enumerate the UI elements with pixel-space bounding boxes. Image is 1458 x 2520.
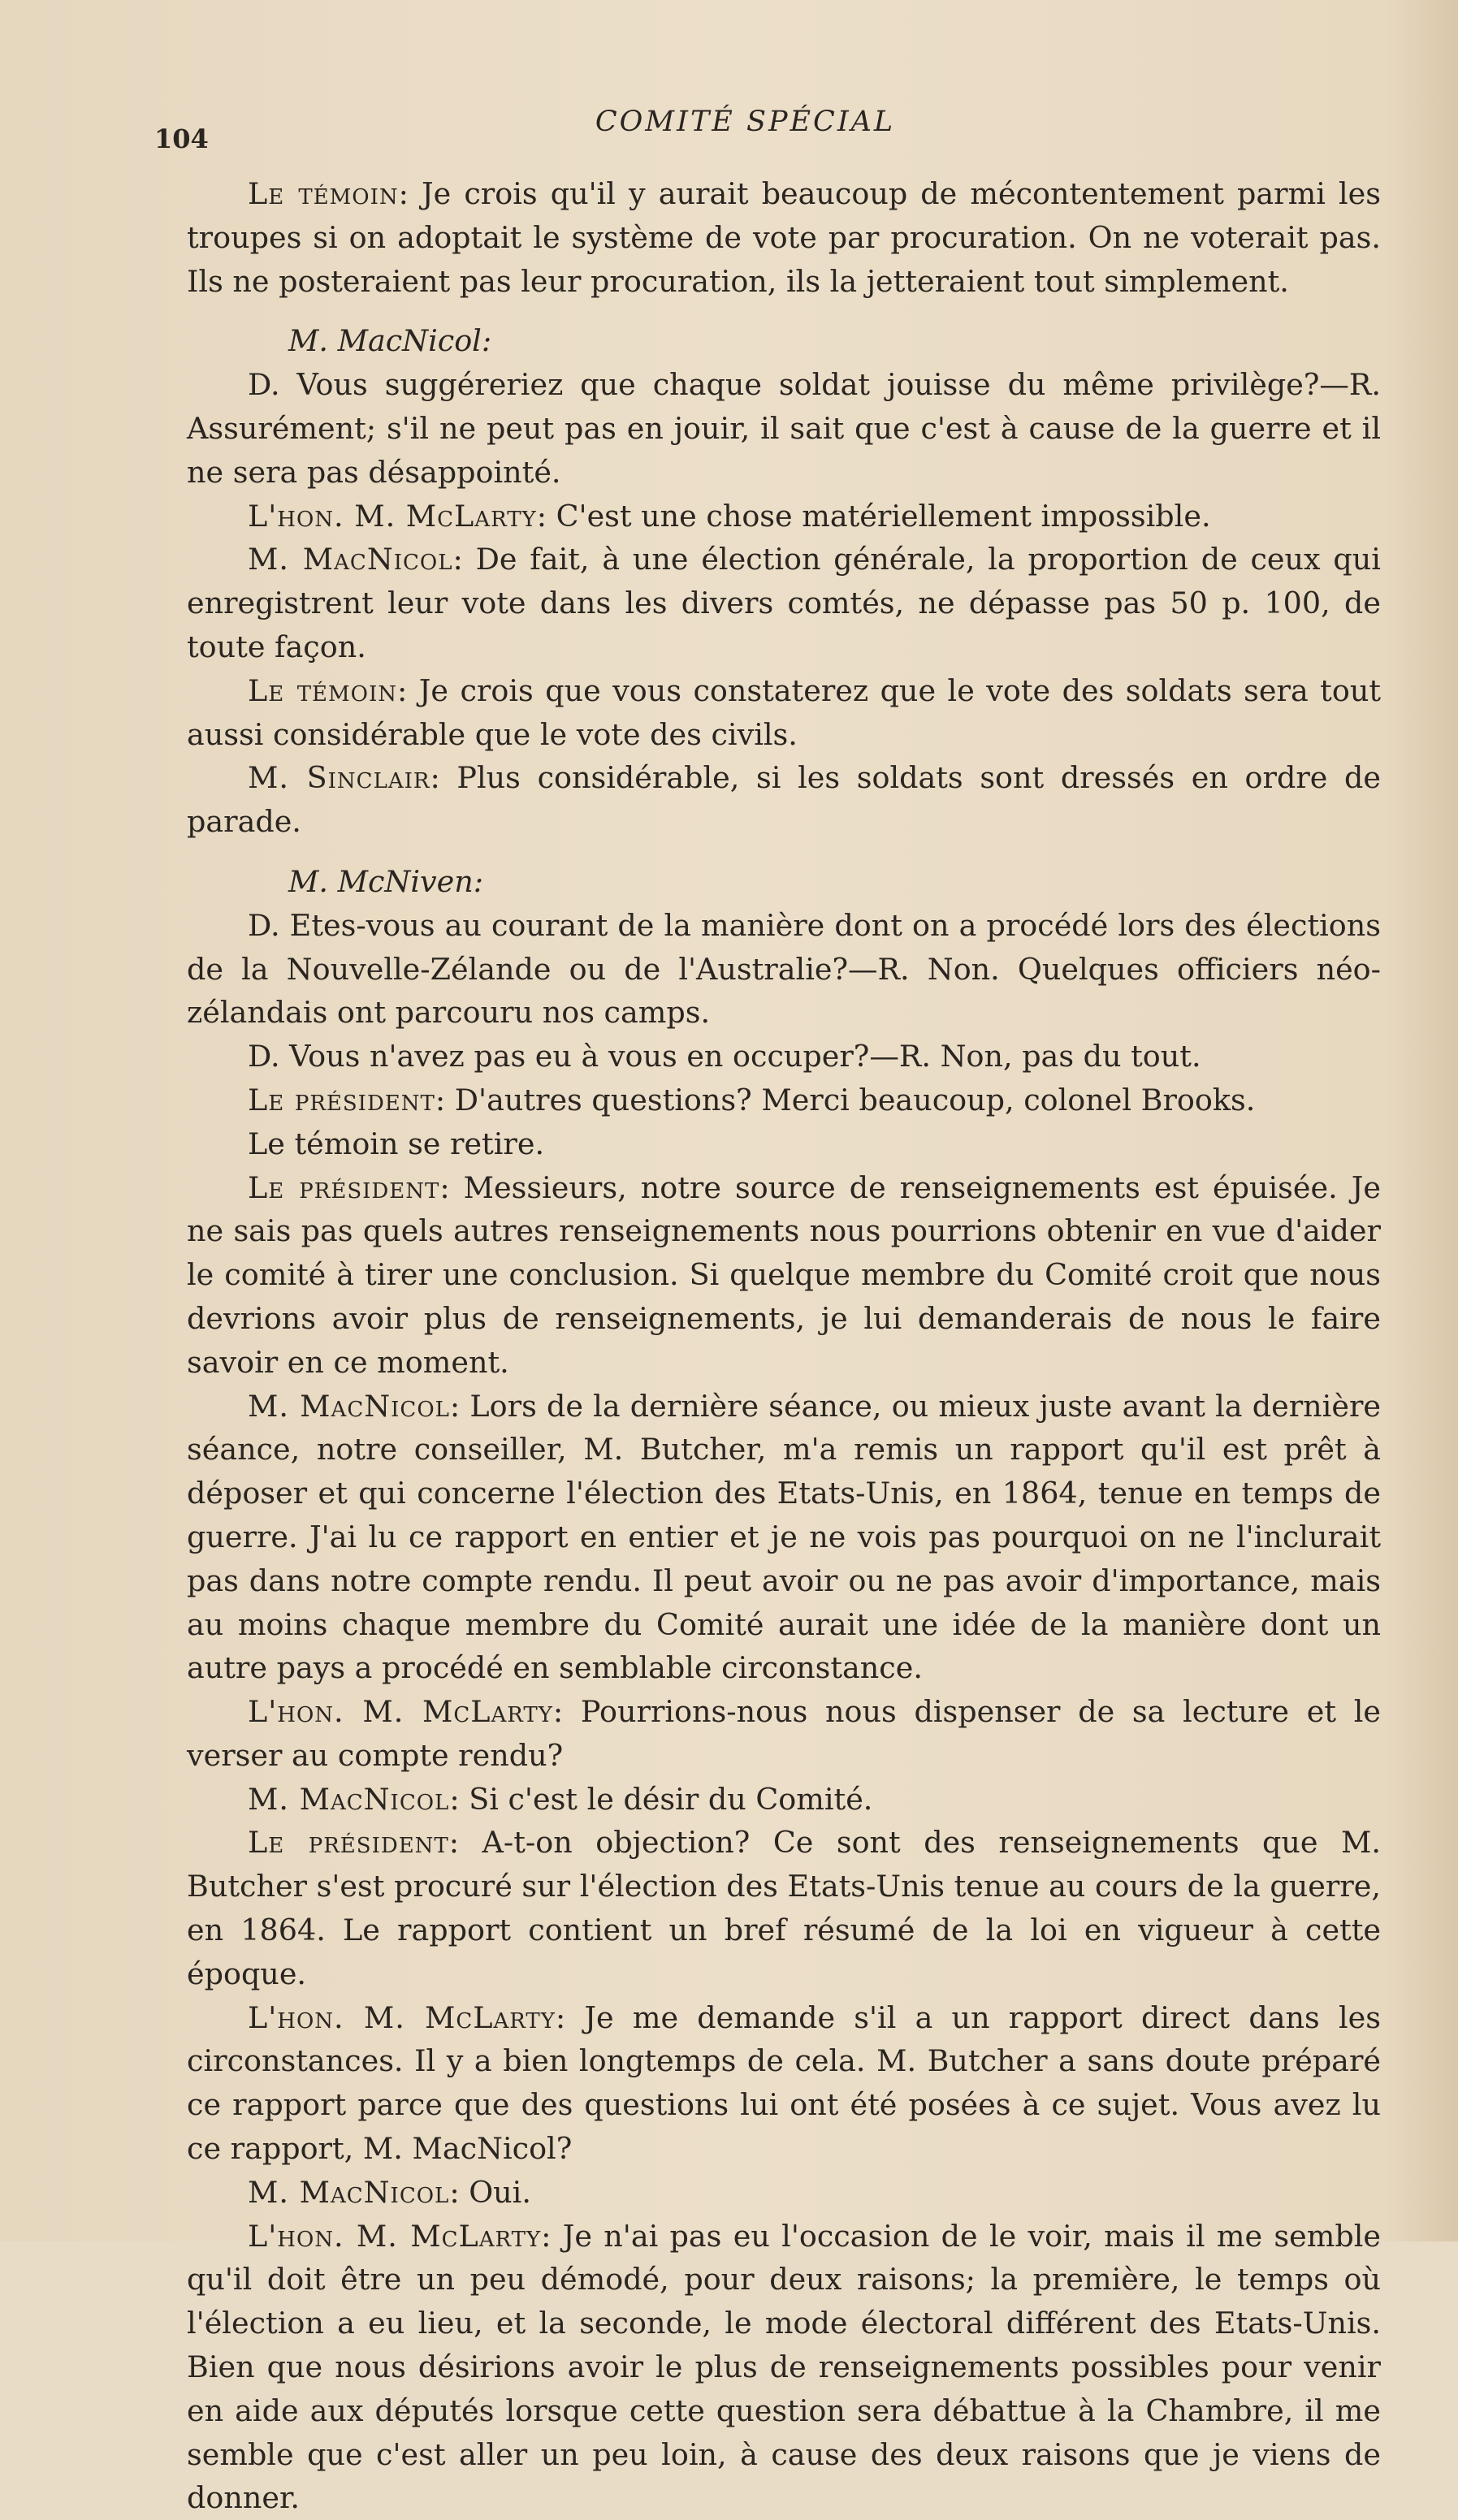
page-number: 104 <box>154 123 209 154</box>
questioner-heading: M. McNiven: <box>288 863 484 899</box>
paragraph: L'hon. M. McLarty: C'est une chose matériellement impossible. <box>248 498 1211 534</box>
page-header <box>154 106 1336 154</box>
speaker-name: Le président <box>248 1825 449 1861</box>
paragraph: Le président: A-t-on objection? Ce sont des renseignements que M. Butcher s'est procuré sur l'élection des Etats-Unis tenue au cours de la guerre, en 1864. Le rapport contient un bref résumé de la loi en vigueur à cette époque. <box>187 1825 1381 1991</box>
paragraph: D. Vous suggéreriez que chaque soldat jouisse du même privilège?—R. Assurément; s'il ne peut pas en jouir, il sait que c'est à cause de la guerre et il ne sera pas désappointé. <box>187 367 1381 490</box>
paragraph: D. Etes-vous au courant de la manière dont on a procédé lors des élections de la Nouvelle-Zélande ou de l'Australie?—R. Non. Quelques officiers néo-zélandais ont parcouru nos camps. <box>187 907 1381 1031</box>
paragraph: Le témoin: Je crois que vous constaterez que le vote des soldats sera tout aussi considérable que le vote des civils. <box>187 672 1381 752</box>
paragraph: L'hon. M. McLarty: Je n'ai pas eu l'occasion de le voir, mais il me semble qu'il doit être un peu démodé, pour deux raisons; la première, le temps où l'élection a eu lieu, et la seconde, le mode électoral différent des Etats-Unis. Bien que nous désirions avoir le plus de renseignements possibles pour venir en aide aux députés lorsque cette question sera débattue à la Chambre, il me semble que c'est aller un peu loin, à cause des deux raisons que je viens de donner. <box>187 2218 1381 2516</box>
paragraph: M. MacNicol: Si c'est le désir du Comité. <box>248 1781 873 1817</box>
paragraph: M. MacNicol: Oui. <box>248 2174 531 2210</box>
paragraph: M. MacNicol: De fait, à une élection générale, la proportion de ceux qui enregistrent leur vote dans les divers comtés, ne dépasse pas 50 p. 100, de toute façon. <box>187 542 1381 664</box>
paragraph: Le témoin se retire. <box>248 1126 545 1161</box>
speaker-name: L'hon. M. McLarty <box>248 2218 542 2254</box>
speaker-name: Le témoin <box>248 176 399 211</box>
body-text <box>187 172 1381 2520</box>
paragraph: Le président: Messieurs, notre source de renseignements est épuisée. Je ne sais pas quels autres renseignements nous pourrions obtenir en vue d'aider le comité à tirer une conclusion. Si quelque membre du Comité croit que nous devrions avoir plus de renseignements, je lui demanderais de nous le faire savoir en ce moment. <box>187 1169 1381 1380</box>
paragraph: M. MacNicol: Lors de la dernière séance, ou mieux juste avant la dernière séance, notre conseiller, M. Butcher, m'a remis un rapport qu'il est prêt à déposer et qui concerne l'élection des Etats-Unis, en 1864, tenue en temps de guerre. J'ai lu ce rapport en entier et je ne vois pas pourquoi on ne l'inclurait pas dans notre compte rendu. Il peut avoir ou ne pas avoir d'importance, mais au moins chaque membre du Comité aurait une idée de la manière dont un autre pays a procédé en semblable circonstance. <box>187 1388 1381 1686</box>
paragraph: Le témoin: Je crois qu'il y aurait beaucoup de mécontentement parmi les troupes si on adoptait le système de vote par procuration. On ne voterait pas. Ils ne posteraient pas leur procuration, ils la jetteraient tout simplement. <box>187 176 1382 299</box>
paragraph: D. Vous n'avez pas eu à vous en occuper?—R. Non, pas du tout. <box>248 1039 1201 1074</box>
speaker-name: Le témoin <box>248 672 397 708</box>
speaker-name: Le président <box>248 1169 440 1205</box>
speaker-name: Le président <box>248 1082 435 1117</box>
speaker-name: M. Sinclair <box>248 760 430 796</box>
running-title: COMITÉ SPÉCIAL <box>595 106 896 138</box>
questioner-heading: M. MacNicol: <box>288 323 492 359</box>
speaker-name: M. MacNicol <box>248 2174 450 2210</box>
paragraph: M. Sinclair: Plus considérable, si les soldats sont dressés en ordre de parade. <box>187 760 1382 840</box>
paragraph: Le président: D'autres questions? Merci beaucoup, colonel Brooks. <box>248 1082 1256 1117</box>
speaker-name: L'hon. M. McLarty <box>248 1694 553 1730</box>
speaker-name: L'hon. M. McLarty <box>248 498 537 534</box>
speaker-name: L'hon. M. McLarty <box>248 1999 556 2035</box>
speaker-name: M. MacNicol <box>248 542 453 577</box>
speaker-name: M. MacNicol <box>248 1388 450 1424</box>
paragraph: L'hon. M. McLarty: Pourrions-nous nous dispenser de sa lecture et le verser au compte rendu? <box>187 1694 1381 1773</box>
speaker-name: M. MacNicol <box>248 1781 450 1817</box>
paragraph: L'hon. M. McLarty: Je me demande s'il a un rapport direct dans les circonstances. Il y a bien longtemps de cela. M. Butcher a sans doute préparé ce rapport parce que des questions lui ont été posées à ce sujet. Vous avez lu ce rapport, M. MacNicol? <box>187 1999 1381 2167</box>
